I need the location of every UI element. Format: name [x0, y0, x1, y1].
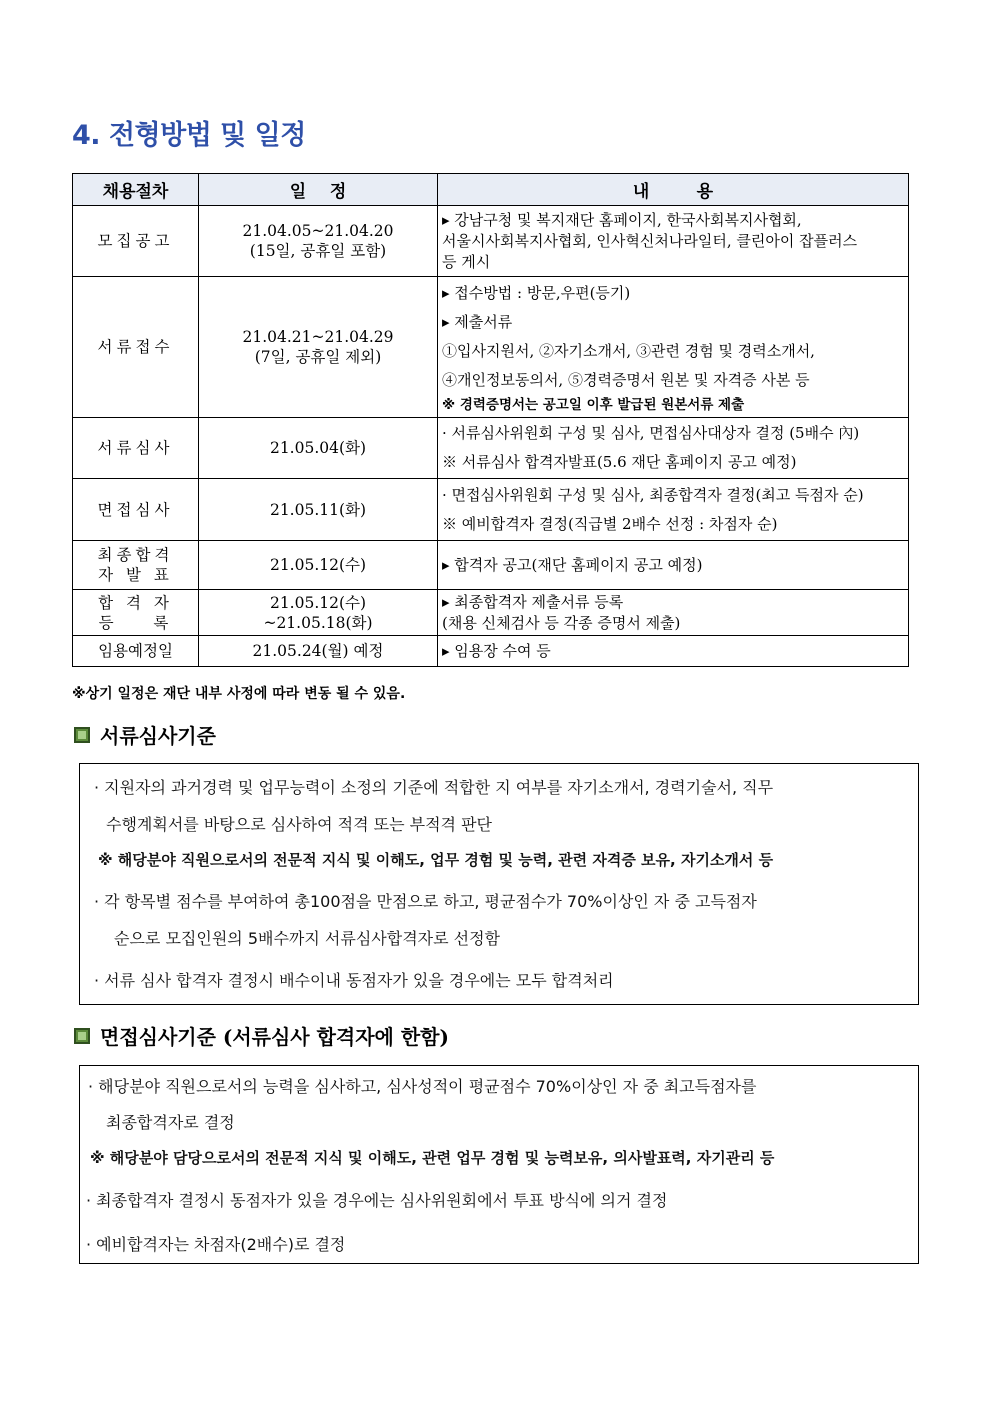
- step-cell: 임용예정일: [73, 636, 199, 667]
- table-row: [73, 590, 909, 636]
- doc-review-heading-text: 서류심사기준: [100, 724, 216, 748]
- doc-review-line: · 서류 심사 합격자 결정시 배수이내 동점자가 있을 경우에는 모두 합격처리: [94, 971, 614, 990]
- interview-review-line: · 해당분야 직원으로서의 능력을 심사하고, 심사성적이 평균점수 70%이상인 자 중 최고득점자를: [88, 1077, 757, 1096]
- step-cell: 최종합격 자 발 표: [73, 541, 199, 590]
- doc-review-line: · 각 항목별 점수를 부여하여 총100점을 만점으로 하고, 평균점수가 70%이상인 자 중 고득점자: [94, 892, 757, 911]
- table-row: [73, 206, 909, 277]
- content-cell: ▸ 접수방법 : 방문,우편(등기) ▸ 제출서류 ①입사지원서, ②자기소개서, ③관련 경험 및 경력소개서, ④개인정보동의서, ⑤경력증명서 원본 및 자격증 사본 등 ※ 경력증명서는 공고일 이후 발급된 원본서류 제출: [438, 277, 909, 418]
- interview-review-line: · 예비합격자는 차점자(2배수)로 결정: [86, 1235, 346, 1254]
- date-cell: 21.05.12(수): [199, 541, 438, 590]
- content-cell: ▸ 강남구청 및 복지재단 홈페이지, 한국사회복지사협회, 서울시사회복지사협회, 인사혁신처나라일터, 클린아이 잡플러스 등 게시: [438, 206, 909, 277]
- doc-review-box: [79, 763, 919, 1005]
- doc-review-line: 수행계획서를 바탕으로 심사하여 적격 또는 부적격 판단: [106, 815, 493, 834]
- content-cell: ▸ 최종합격자 제출서류 등록 (채용 신체검사 등 각종 증명서 제출): [438, 590, 909, 636]
- table-row: [73, 541, 909, 590]
- date-cell: 21.04.21~21.04.29 (7일, 공휴일 제외): [199, 277, 438, 418]
- step-cell: 서류접수: [73, 277, 199, 418]
- date-cell: 21.04.05~21.04.20 (15일, 공휴일 포함): [199, 206, 438, 277]
- interview-review-note: ※ 해당분야 담당으로서의 전문적 지식 및 이해도, 관련 업무 경험 및 능력보유, 의사발표력, 자기관리 등: [90, 1149, 775, 1167]
- step-cell: 모집공고: [73, 206, 199, 277]
- interview-review-line: · 최종합격자 결정시 동점자가 있을 경우에는 심사위원회에서 투표 방식에 의거 결정: [86, 1191, 668, 1210]
- doc-review-line: 순으로 모집인원의 5배수까지 서류심사합격자로 선정함: [114, 929, 501, 948]
- header-date: 일 정: [199, 174, 438, 206]
- date-cell: 21.05.12(수) ~21.05.18(화): [199, 590, 438, 636]
- date-cell: 21.05.11(화): [199, 479, 438, 541]
- green-square-bullet-icon: [74, 1028, 90, 1044]
- table-row: [73, 636, 909, 667]
- step-cell: 면접심사: [73, 479, 199, 541]
- header-step: 채용절차: [73, 174, 199, 206]
- step-cell: 합 격 자 등 록: [73, 590, 199, 636]
- schedule-table: [72, 173, 909, 667]
- interview-review-heading-text: 면접심사기준 (서류심사 합격자에 한함): [100, 1025, 449, 1049]
- table-row: [73, 277, 909, 418]
- interview-review-box: [79, 1065, 919, 1264]
- section-title: 4. 전형방법 및 일정: [72, 120, 306, 151]
- content-cell: ▸ 임용장 수여 등: [438, 636, 909, 667]
- table-header-row: [73, 174, 909, 206]
- content-note: ※ 경력증명서는 공고일 이후 발급된 원본서류 제출: [442, 396, 745, 413]
- content-cell: · 서류심사위원회 구성 및 심사, 면접심사대상자 결정 (5배수 內) ※ 서류심사 합격자발표(5.6 재단 홈페이지 공고 예정): [438, 418, 909, 479]
- doc-review-line: · 지원자의 과거경력 및 업무능력이 소정의 기준에 적합한 지 여부를 자기소개서, 경력기술서, 직무: [94, 778, 774, 797]
- content-cell: ▸ 합격자 공고(재단 홈페이지 공고 예정): [438, 541, 909, 590]
- table-note: ※상기 일정은 재단 내부 사정에 따라 변동 될 수 있음.: [72, 686, 406, 702]
- interview-review-heading: [74, 1021, 449, 1050]
- date-cell: 21.05.24(월) 예정: [199, 636, 438, 667]
- doc-review-note: ※ 해당분야 직원으로서의 전문적 지식 및 이해도, 업무 경험 및 능력, 관련 자격증 보유, 자기소개서 등: [98, 851, 774, 869]
- table-row: [73, 418, 909, 479]
- content-cell: · 면접심사위원회 구성 및 심사, 최종합격자 결정(최고 득점자 순) ※ 예비합격자 결정(직급별 2배수 선정 : 차점자 순): [438, 479, 909, 541]
- header-content: 내 용: [438, 174, 909, 206]
- interview-review-line: 최종합격자로 결정: [106, 1113, 235, 1132]
- step-cell: 서류심사: [73, 418, 199, 479]
- green-square-bullet-icon: [74, 727, 90, 743]
- date-cell: 21.05.04(화): [199, 418, 438, 479]
- doc-review-heading: [74, 720, 216, 749]
- table-row: [73, 479, 909, 541]
